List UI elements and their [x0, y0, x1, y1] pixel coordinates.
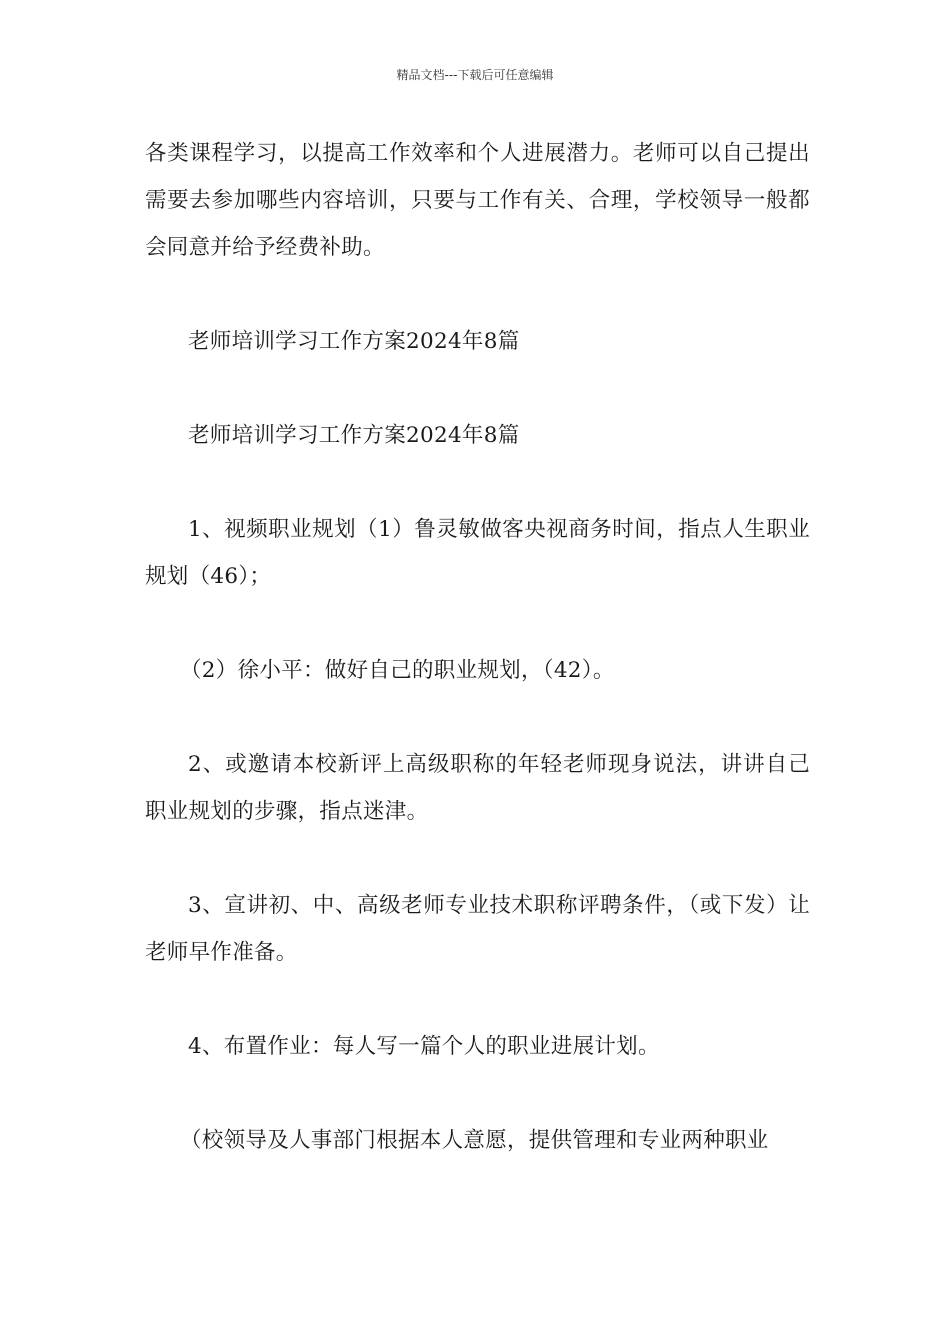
paragraph-intro: 各类课程学习，以提高工作效率和个人进展潜力。老师可以自己提出需要去参加哪些内容培训，只要与工作有关、合理，学校领导一般都会同意并给予经费补助。 [145, 141, 810, 260]
paragraph-item-3: 3、宣讲初、中、高级老师专业技术职称评聘条件，（或下发）让老师早作准备。 [145, 893, 810, 965]
paragraph-item-2: 2、或邀请本校新评上高级职称的年轻老师现身说法，讲讲自己职业规划的步骤，指点迷津。 [145, 752, 810, 824]
document-body [145, 130, 810, 1211]
page-header: 精品文档---下载后可任意编辑 [396, 68, 554, 82]
paragraph-item-4: 4、布置作业：每人写一篇个人的职业进展计划。 [188, 1034, 660, 1059]
paragraph-item-1-sub-2: （2）徐小平：做好自己的职业规划，（42）。 [180, 658, 615, 683]
paragraph-title-1: 老师培训学习工作方案2024年8篇 [188, 329, 520, 354]
paragraph-title-2: 老师培训学习工作方案2024年8篇 [188, 423, 520, 448]
paragraph-item-1: 1、视频职业规划（1）鲁灵敏做客央视商务时间，指点人生职业规划（46）； [145, 517, 810, 589]
paragraph-note: （校领导及人事部门根据本人意愿，提供管理和专业两种职业 [180, 1128, 769, 1153]
